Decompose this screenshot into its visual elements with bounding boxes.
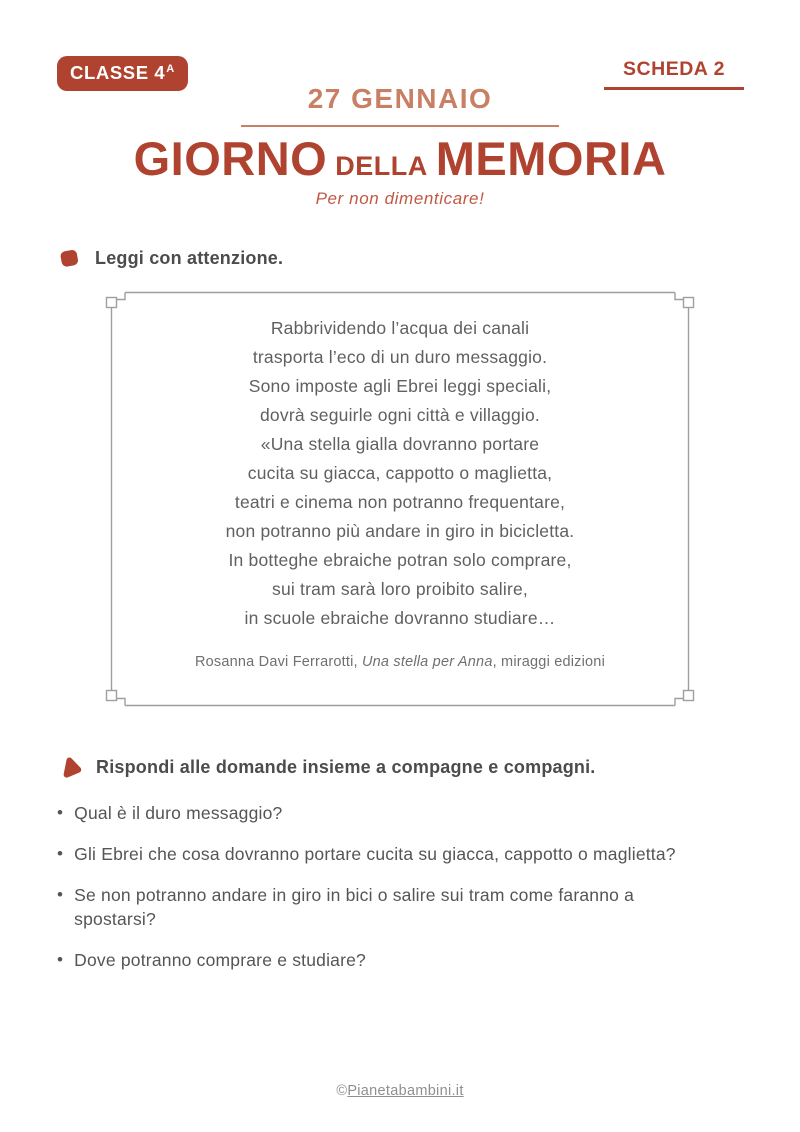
page-title-first: GIORNO xyxy=(133,132,328,185)
question-item xyxy=(57,842,800,866)
poem-box xyxy=(103,290,697,708)
questions-section-heading-label: Rispondi alle domande insieme a compagne e compagni. xyxy=(96,756,596,777)
poem-line: cucita su giacca, cappotto o maglietta, xyxy=(247,463,553,483)
poem-line: In botteghe ebraiche potran solo comprare, xyxy=(228,550,572,570)
question-item xyxy=(57,883,800,931)
class-badge-superscript: A xyxy=(166,62,175,75)
read-section-heading-label: Leggi con attenzione. xyxy=(95,247,284,268)
question-text: Dove potranno comprare e studiare? xyxy=(74,950,366,970)
date-title: 27 GENNAIO xyxy=(307,83,493,114)
poem-line: Rabbrividendo l’acqua dei canali xyxy=(270,318,530,338)
poem-line: sui tram sarà loro proibito salire, xyxy=(272,579,528,599)
footer xyxy=(0,1083,800,1099)
question-item xyxy=(57,801,800,825)
bullet: • xyxy=(57,844,64,863)
class-badge-label: CLASSE 4 xyxy=(70,62,166,83)
poem-line: trasporta l’eco di un duro messaggio. xyxy=(252,347,548,367)
attribution-work-title: Una stella per Anna xyxy=(361,654,493,670)
question-item xyxy=(57,948,800,972)
question-text: Gli Ebrei che cosa dovranno portare cucita su giacca, cappotto o maglietta? xyxy=(74,844,676,864)
copyright-symbol: © xyxy=(336,1083,348,1099)
poem-line: non potranno più andare in giro in bicicletta. xyxy=(225,521,575,541)
date-underline xyxy=(241,125,559,127)
page-title-last: MEMORIA xyxy=(435,132,667,185)
question-text: Se non potranno andare in giro in bici o salire sui tram come faranno a spostarsi? xyxy=(74,885,635,929)
question-list xyxy=(57,801,800,972)
poem-line: «Una stella gialla dovranno portare xyxy=(260,434,540,454)
bullet: • xyxy=(57,803,64,822)
poem-line: dovrà seguirle ogni città e villaggio. xyxy=(260,405,540,425)
sheet-number xyxy=(604,58,744,90)
poem-line: in scuole ebraiche dovranno studiare… xyxy=(244,608,556,628)
sheet-number-label: SCHEDA 2 xyxy=(623,58,725,80)
rounded-triangle-icon xyxy=(57,755,83,779)
bullet: • xyxy=(57,950,64,969)
page-title-middle: DELLA xyxy=(335,151,428,181)
footer-site-link[interactable]: Pianetabambini.it xyxy=(347,1083,464,1099)
poem-text xyxy=(103,290,697,633)
poem-line: Sono imposte agli Ebrei leggi speciali, xyxy=(248,376,552,396)
page-title xyxy=(0,132,800,185)
questions-section-heading xyxy=(57,755,800,779)
question-text: Qual è il duro messaggio? xyxy=(74,803,283,823)
sheet-number-underline xyxy=(604,87,744,90)
poem-line: teatri e cinema non potranno frequentare, xyxy=(234,492,566,512)
rounded-square-icon xyxy=(57,246,82,270)
read-section-heading xyxy=(57,246,800,270)
attribution-author: Rosanna Davi Ferrarotti, xyxy=(194,654,362,670)
bullet: • xyxy=(57,885,64,904)
page-subtitle: Per non dimenticare! xyxy=(315,189,485,208)
class-badge xyxy=(57,56,188,91)
poem-attribution xyxy=(103,654,697,670)
attribution-publisher: , miraggi edizioni xyxy=(492,654,605,670)
